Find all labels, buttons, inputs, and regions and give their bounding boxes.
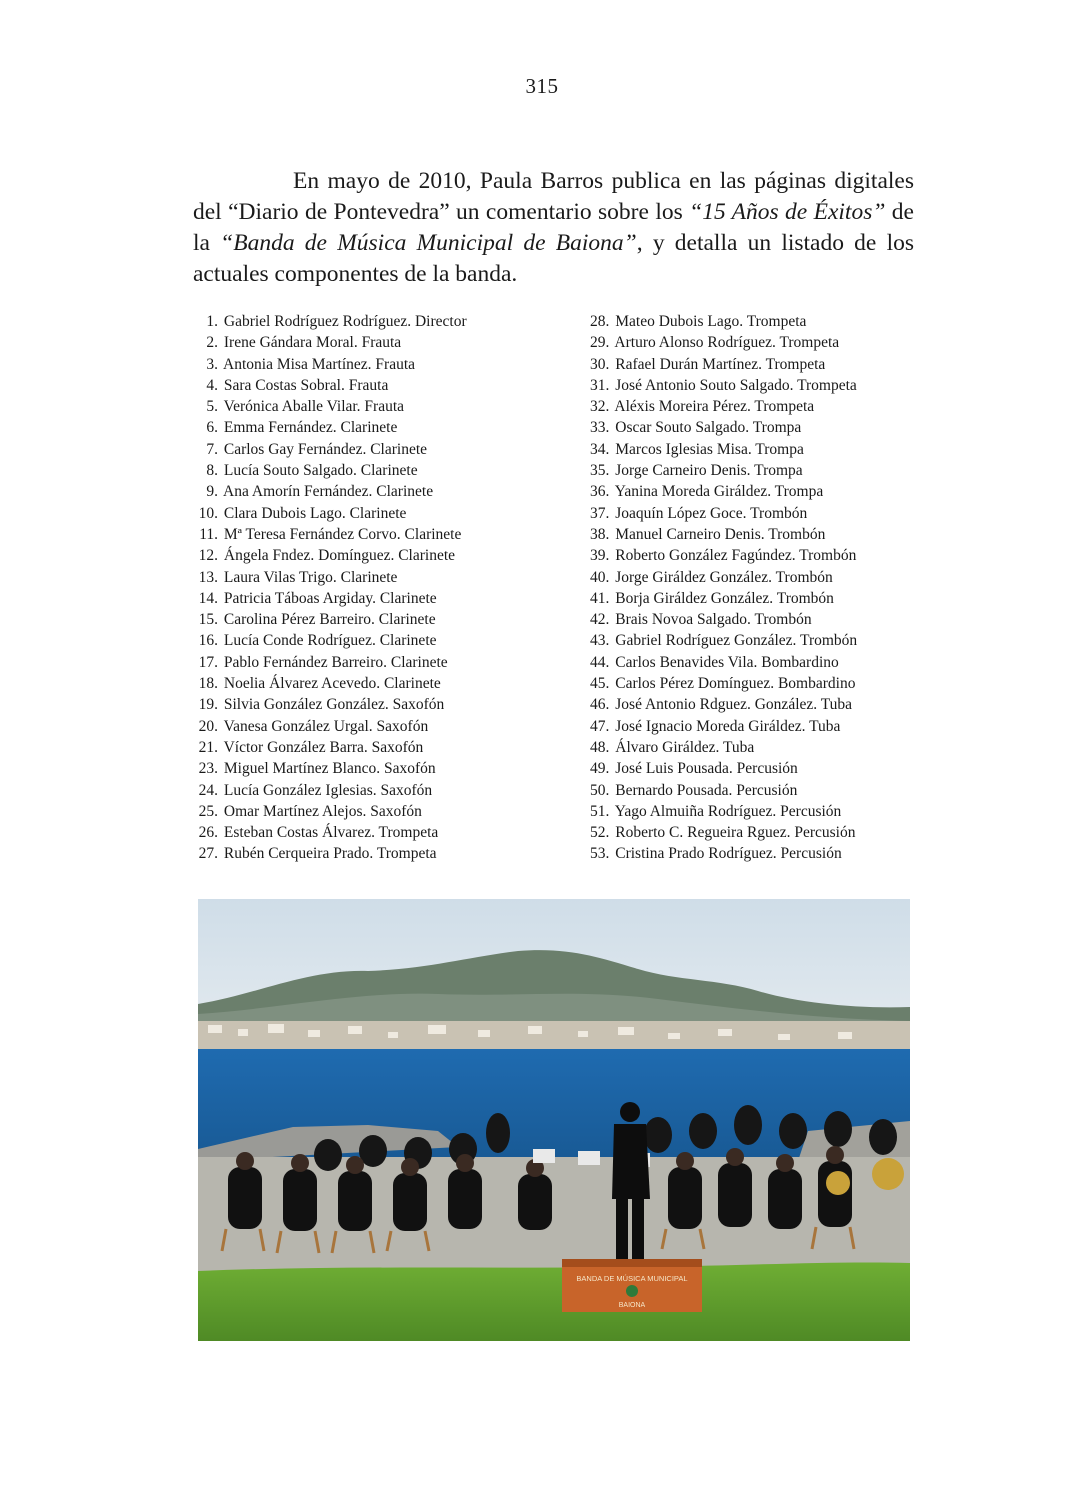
- member-entry: [590, 609, 930, 630]
- member-number: 53.: [590, 845, 610, 863]
- member-number: 2.: [206, 334, 218, 352]
- band-photo-illustration: [198, 899, 910, 1341]
- intro-text-2: de la: [193, 199, 914, 256]
- member-name-role: Esteban Costas Álvarez. Trompeta: [223, 824, 439, 842]
- member-entry: [590, 545, 930, 566]
- member-number: 43.: [590, 632, 610, 650]
- member-entry: [590, 801, 930, 822]
- member-number: 38.: [590, 525, 610, 543]
- member-name-role: Verónica Aballe Vilar. Frauta: [223, 398, 405, 416]
- member-name-role: Lucía González Iglesias. Saxofón: [223, 781, 433, 799]
- member-entry: [590, 503, 930, 524]
- member-entry: [190, 801, 550, 822]
- member-entry: [590, 375, 930, 396]
- member-entry: [590, 460, 930, 481]
- member-number: 8.: [206, 462, 218, 480]
- member-entry: [590, 311, 930, 332]
- member-name-role: Jorge Carneiro Denis. Trompa: [615, 462, 803, 480]
- member-number: 9.: [206, 483, 218, 501]
- member-name-role: Miguel Martínez Blanco. Saxofón: [223, 760, 436, 778]
- member-name-role: Patricia Táboas Argiday. Clarinete: [223, 589, 437, 607]
- member-name-role: Roberto C. Regueira Rguez. Percusión: [615, 824, 856, 842]
- member-name-role: Carlos Gay Fernández. Clarinete: [223, 440, 428, 458]
- member-name-role: Sara Costas Sobral. Frauta: [223, 376, 389, 394]
- member-number: 42.: [590, 611, 610, 629]
- member-entry: [590, 588, 930, 609]
- member-number: 32.: [590, 398, 610, 416]
- member-name-role: Gabriel Rodríguez Rodríguez. Director: [223, 313, 467, 330]
- member-name-role: Ángela Fndez. Domínguez. Clarinete: [223, 547, 456, 565]
- member-entry: [190, 481, 550, 502]
- member-number: 5.: [206, 398, 218, 416]
- member-name-role: José Antonio Souto Salgado. Trompeta: [615, 376, 857, 394]
- member-entry: [190, 375, 550, 396]
- member-number: 44.: [590, 653, 610, 671]
- member-number: 16.: [198, 632, 218, 650]
- member-entry: [590, 439, 930, 460]
- member-entry: [590, 673, 930, 694]
- member-entry: [190, 503, 550, 524]
- member-entry: [590, 354, 930, 375]
- member-name-role: Lucía Souto Salgado. Clarinete: [223, 462, 418, 480]
- member-name-role: Bernardo Pousada. Percusión: [615, 781, 798, 799]
- member-name-role: Cristina Prado Rodríguez. Percusión: [615, 845, 842, 863]
- member-entry: [590, 481, 930, 502]
- member-name-role: Víctor González Barra. Saxofón: [223, 738, 424, 756]
- member-name-role: Roberto González Fagúndez. Trombón: [615, 547, 857, 565]
- member-entry: [190, 673, 550, 694]
- member-entry: [190, 460, 550, 481]
- member-name-role: Carlos Benavides Vila. Bombardino: [615, 653, 839, 671]
- member-entry: [190, 417, 550, 438]
- member-name-role: Mª Teresa Fernández Corvo. Clarinete: [223, 525, 462, 543]
- member-name-role: Emma Fernández. Clarinete: [223, 419, 398, 437]
- podium-label: BANDA DE MÚSICA MUNICIPAL: [576, 1274, 688, 1283]
- member-number: 39.: [590, 547, 610, 565]
- member-name-role: Clara Dubois Lago. Clarinete: [223, 504, 407, 522]
- member-name-role: Pablo Fernández Barreiro. Clarinete: [223, 653, 448, 671]
- member-number: 48.: [590, 738, 610, 756]
- member-name-role: Marcos Iglesias Misa. Trompa: [615, 440, 804, 458]
- member-entry: [190, 332, 550, 353]
- member-entry: [590, 630, 930, 651]
- member-name-role: Omar Martínez Alejos. Saxofón: [223, 802, 422, 820]
- member-number: 33.: [590, 419, 610, 437]
- member-entry: [590, 417, 930, 438]
- member-entry: [190, 609, 550, 630]
- podium-crest: [626, 1285, 638, 1297]
- member-name-role: Manuel Carneiro Denis. Trombón: [615, 525, 826, 543]
- member-number: 19.: [198, 696, 218, 714]
- member-number: 13.: [198, 568, 218, 586]
- member-name-role: Lucía Conde Rodríguez. Clarinete: [223, 632, 437, 650]
- member-number: 36.: [590, 483, 610, 501]
- member-number: 40.: [590, 568, 610, 586]
- member-name-role: Laura Vilas Trigo. Clarinete: [223, 568, 398, 586]
- member-name-role: José Antonio Rdguez. González. Tuba: [615, 696, 853, 714]
- member-entry: [190, 439, 550, 460]
- member-number: 4.: [206, 376, 218, 394]
- member-number: 18.: [198, 675, 218, 693]
- intro-title-italic: “15 Años de Éxitos”: [689, 199, 886, 225]
- member-name-role: Noelia Álvarez Acevedo. Clarinete: [223, 675, 441, 693]
- member-name-role: Gabriel Rodríguez González. Trombón: [615, 632, 858, 650]
- grass: [198, 1262, 910, 1341]
- member-name-role: José Ignacio Moreda Giráldez. Tuba: [615, 717, 841, 735]
- member-name-role: Vanesa González Urgal. Saxofón: [223, 717, 429, 735]
- member-number: 47.: [590, 717, 610, 735]
- member-name-role: Rubén Cerqueira Prado. Trompeta: [223, 845, 437, 863]
- members-column-right: [590, 311, 930, 865]
- member-number: 26.: [198, 824, 218, 842]
- member-name-role: Carlos Pérez Domínguez. Bombardino: [615, 675, 856, 693]
- member-number: 20.: [198, 717, 218, 735]
- member-entry: [190, 822, 550, 843]
- member-name-role: Jorge Giráldez González. Trombón: [615, 568, 833, 586]
- member-number: 52.: [590, 824, 610, 842]
- member-number: 3.: [206, 355, 218, 373]
- member-number: 10.: [198, 504, 218, 522]
- member-name-role: Brais Novoa Salgado. Trombón: [615, 611, 812, 629]
- member-number: 21.: [198, 738, 218, 756]
- member-entry: [590, 332, 930, 353]
- podium-sublabel: BAIONA: [618, 1302, 646, 1309]
- member-entry: [190, 652, 550, 673]
- member-name-role: Aléxis Moreira Pérez. Trompeta: [614, 398, 815, 416]
- member-entry: [190, 311, 550, 332]
- member-number: 30.: [590, 355, 610, 373]
- member-number: 14.: [198, 589, 218, 607]
- member-number: 17.: [198, 653, 218, 671]
- member-entry: [590, 716, 930, 737]
- intro-band-italic: “Banda de Música Municipal de Baiona”: [220, 230, 637, 256]
- member-entry: [190, 524, 550, 545]
- member-entry: [590, 396, 930, 417]
- member-entry: [590, 567, 930, 588]
- member-entry: [190, 843, 550, 864]
- member-number: 7.: [206, 440, 218, 458]
- member-number: 27.: [198, 845, 218, 863]
- member-name-role: Yanina Moreda Giráldez. Trompa: [614, 483, 824, 501]
- podium-top: [562, 1259, 702, 1267]
- member-name-role: Yago Almuiña Rodríguez. Percusión: [614, 802, 842, 820]
- member-name-role: Borja Giráldez González. Trombón: [615, 589, 834, 607]
- member-number: 23.: [198, 760, 218, 778]
- member-entry: [190, 567, 550, 588]
- member-number: 29.: [590, 334, 610, 352]
- member-entry: [190, 780, 550, 801]
- member-number: 25.: [198, 802, 218, 820]
- member-name-role: Ana Amorín Fernández. Clarinete: [223, 483, 434, 501]
- member-number: 45.: [590, 675, 610, 693]
- intro-text-1: En mayo de 2010, Paula Barros publica en las páginas digitales del “Diario de Pontevedra” un comentario sobre los: [193, 168, 914, 225]
- member-number: 11.: [199, 525, 218, 543]
- member-number: 35.: [590, 462, 610, 480]
- member-number: 28.: [590, 313, 610, 330]
- member-number: 50.: [590, 781, 610, 799]
- member-number: 24.: [198, 781, 218, 799]
- member-name-role: Carolina Pérez Barreiro. Clarinete: [223, 611, 436, 629]
- intro-text-3: , y detalla un listado de los actuales componentes de la banda.: [193, 230, 914, 287]
- member-name-role: Joaquín López Goce. Trombón: [615, 504, 808, 522]
- member-number: 34.: [590, 440, 610, 458]
- member-entry: [590, 758, 930, 779]
- intro-paragraph: [193, 166, 914, 290]
- member-number: 15.: [198, 611, 218, 629]
- member-entry: [190, 737, 550, 758]
- member-name-role: José Luis Pousada. Percusión: [615, 760, 798, 778]
- member-number: 46.: [590, 696, 610, 714]
- band-photo: [198, 899, 910, 1341]
- member-name-role: Oscar Souto Salgado. Trompa: [615, 419, 802, 437]
- member-number: 37.: [590, 504, 610, 522]
- member-entry: [590, 822, 930, 843]
- member-name-role: Rafael Durán Martínez. Trompeta: [615, 355, 826, 373]
- member-number: 41.: [590, 589, 610, 607]
- member-entry: [190, 716, 550, 737]
- member-entry: [190, 694, 550, 715]
- member-name-role: Silvia González González. Saxofón: [223, 696, 445, 714]
- member-entry: [590, 780, 930, 801]
- member-entry: [590, 843, 930, 864]
- member-entry: [190, 354, 550, 375]
- member-entry: [190, 396, 550, 417]
- member-number: 6.: [206, 419, 218, 437]
- member-entry: [190, 630, 550, 651]
- member-name-role: Mateo Dubois Lago. Trompeta: [615, 313, 807, 330]
- member-entry: [590, 694, 930, 715]
- member-number: 12.: [198, 547, 218, 565]
- member-entry: [590, 652, 930, 673]
- member-number: 1.: [206, 313, 218, 330]
- member-name-role: Irene Gándara Moral. Frauta: [223, 334, 402, 352]
- member-number: 31.: [590, 376, 610, 394]
- member-name-role: Álvaro Giráldez. Tuba: [615, 738, 755, 756]
- member-entry: [590, 737, 930, 758]
- member-entry: [190, 545, 550, 566]
- member-number: 49.: [590, 760, 610, 778]
- member-name-role: Antonia Misa Martínez. Frauta: [223, 355, 416, 373]
- member-number: 51.: [590, 802, 610, 820]
- member-name-role: Arturo Alonso Rodríguez. Trompeta: [614, 334, 840, 352]
- members-column-left: [190, 311, 550, 865]
- member-entry: [590, 524, 930, 545]
- member-entry: [190, 758, 550, 779]
- member-entry: [190, 588, 550, 609]
- page-number: 315: [525, 74, 559, 98]
- town-strip: [198, 1021, 910, 1051]
